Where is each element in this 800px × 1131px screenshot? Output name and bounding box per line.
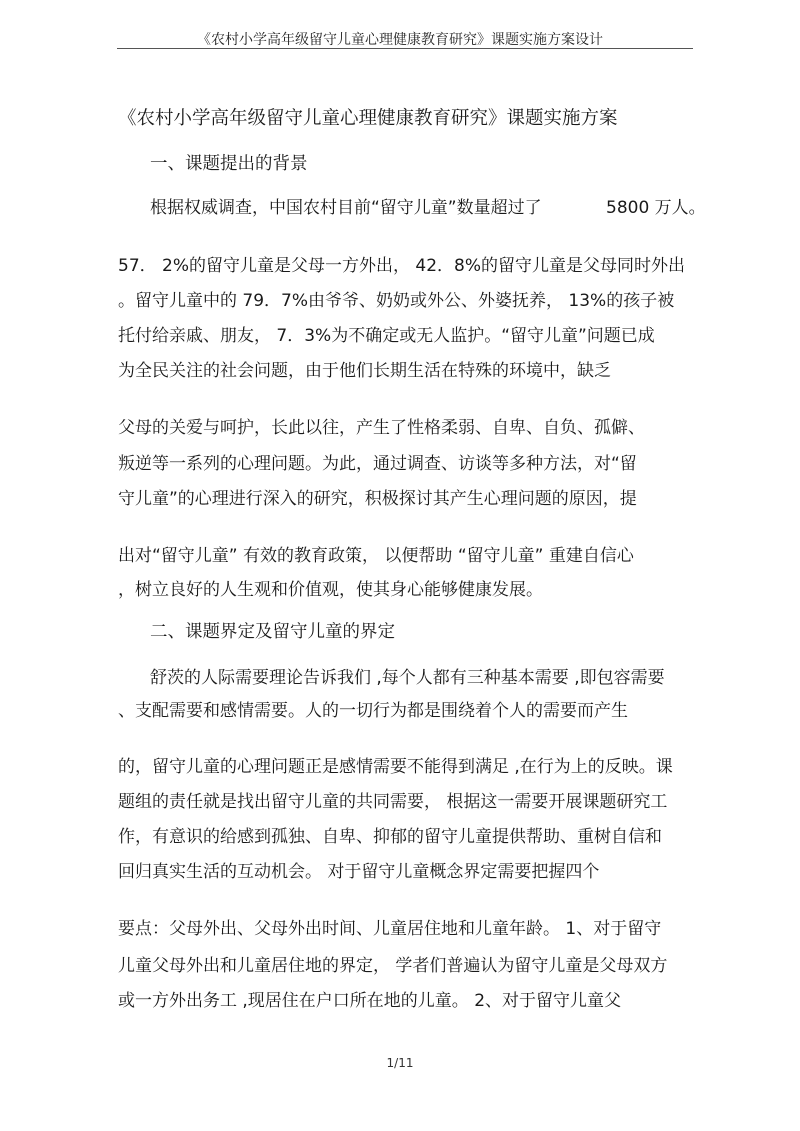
paragraph-line: 、支配需要和感情需要。人的一切行为都是围绕着个人的需要而产生 [118,701,628,721]
header-divider [117,48,693,49]
paragraph-line-end: 5800 万人。 [606,198,706,218]
paragraph-line: 托付给亲戚、朋友， 7．3%为不确定或无人监护。“留守儿童”问题已成 [118,326,655,346]
paragraph-line: 根据权威调查，中国农村目前“留守儿童”数量超过了 [150,198,542,218]
paragraph-line: 舒茨的人际需要理论告诉我们 ,每个人都有三种基本需要 ,即包容需要 [150,668,665,688]
paragraph-line: 守儿童”的心理进行深入的研究，积极探讨其产生心理问题的原因，提 [118,489,637,509]
paragraph-line: 题组的责任就是找出留守儿童的共同需要， 根据这一需要开展课题研究工 [118,792,668,812]
paragraph-line: 出对“留守儿童” 有效的教育政策， 以便帮助 “留守儿童” 重建自信心 [118,546,634,566]
paragraph-line: 为全民关注的社会问题，由于他们长期生活在特殊的环境中，缺乏 [118,361,611,381]
paragraph-line: 作，有意识的给感到孤独、自卑、抑郁的留守儿童提供帮助、重树自信和 [118,827,662,847]
page-number: 1/11 [386,1056,414,1070]
document-title: 《农村小学高年级留守儿童心理健康教育研究》课题实施方案 [118,108,618,129]
paragraph-line: 要点：父母外出、父母外出时间、儿童居住地和儿童年龄。 1、对于留守 [118,919,662,939]
paragraph-line: 父母的关爱与呵护，长此以往，产生了性格柔弱、自卑、自负、孤僻、 [118,418,645,438]
paragraph-line: 叛逆等一系列的心理问题。为此，通过调查、访谈等多种方法，对“留 [118,454,637,474]
section-heading-background: 一、课题提出的背景 [150,154,308,174]
paragraph-line: 57． 2%的留守儿童是父母一方外出， 42．8%的留守儿童是父母同时外出 [118,256,686,276]
paragraph-line: 。留守儿童中的 79．7%由爷爷、奶奶或外公、外婆抚养， 13%的孩子被 [118,291,675,311]
paragraph-line: 回归真实生活的互动机会。 对于留守儿童概念界定需要把握四个 [118,862,600,882]
paragraph-line: 或一方外出务工 ,现居住在户口所在地的儿童。 2、对于留守儿童父 [118,991,622,1011]
section-heading-definition: 二、课题界定及留守儿童的界定 [150,622,395,642]
paragraph-line: 儿童父母外出和儿童居住地的界定， 学者们普遍认为留守儿童是父母双方 [118,956,668,976]
running-header: 《农村小学高年级留守儿童心理健康教育研究》课题实施方案设计 [197,32,603,48]
paragraph-line: 的，留守儿童的心理问题正是感情需要不能得到满足 ,在行为上的反映。课 [118,757,673,777]
paragraph-line: ，树立良好的人生观和价值观，使其身心能够健康发展。 [118,580,543,600]
